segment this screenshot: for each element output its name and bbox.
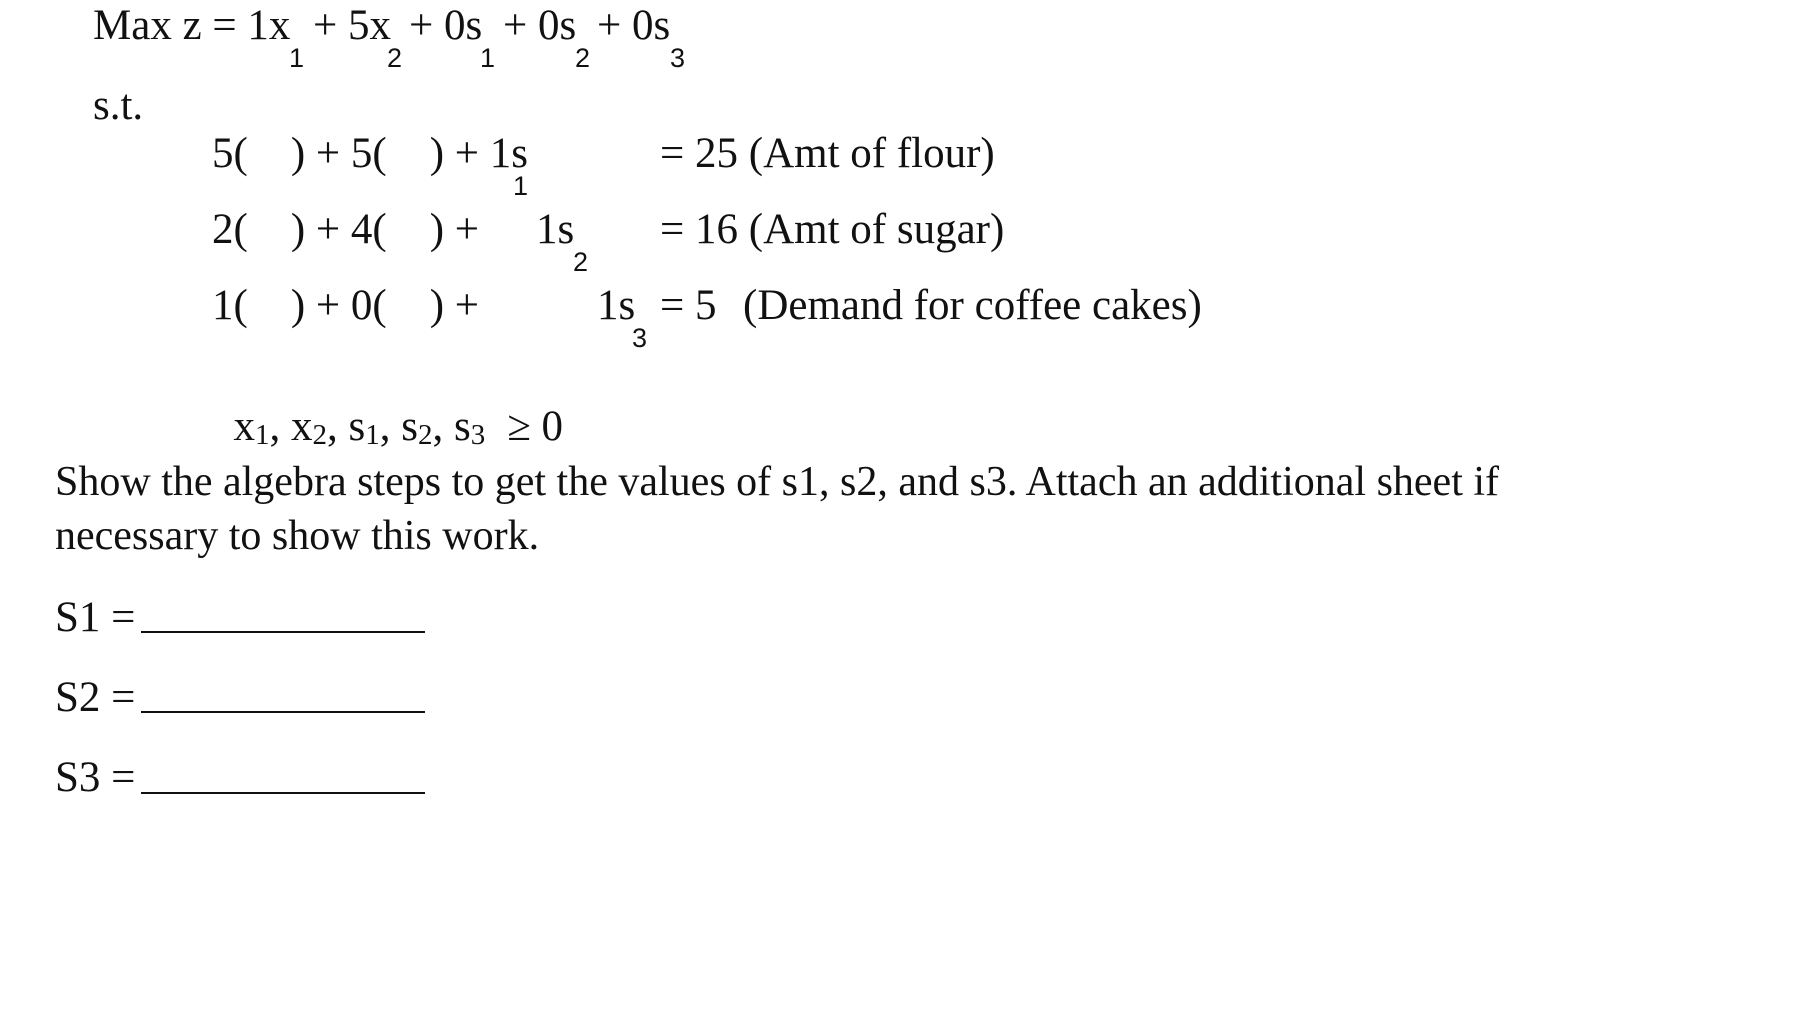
- constraint-sugar-lhs: 2( ) + 4( ) +: [212, 206, 480, 253]
- nonneg-var-subscript: 1: [365, 419, 380, 451]
- nonneg-var-subscript: 2: [312, 419, 327, 451]
- nonneg-var-s1: s: [348, 403, 366, 450]
- answer-s3-label: S3 =: [55, 754, 136, 801]
- constraint-sugar-slack-subscript: 2: [573, 247, 589, 277]
- objective-start: Max z = 1x: [93, 2, 291, 49]
- constraint-demand-slack-subscript: 3: [632, 323, 648, 353]
- constraint-flour-rhs: = 25 (Amt of flour): [660, 130, 995, 177]
- constraint-demand-label: (Demand for coffee cakes): [743, 282, 1202, 329]
- constraint-flour-slack-subscript: 1: [513, 171, 529, 201]
- nonneg-var-s3: s: [453, 403, 471, 450]
- nonneg-separator: ,: [327, 403, 349, 450]
- nonneg-separator: ,: [432, 403, 454, 450]
- answer-s1-blank[interactable]: [141, 631, 425, 633]
- nonneg-separator: ,: [269, 403, 291, 450]
- constraint-demand-rhs: = 5: [660, 282, 717, 329]
- constraint-sugar-rhs: = 16 (Amt of sugar): [660, 206, 1005, 253]
- nonneg-var-subscript: 3: [470, 419, 486, 451]
- objective-term-x2: + 5x: [313, 2, 392, 49]
- answer-s1-label: S1 =: [55, 594, 136, 641]
- nonnegativity-constraint: [212, 362, 564, 451]
- constraint-demand-slack: 1s: [597, 282, 636, 329]
- subject-to-label: s.t.: [93, 82, 144, 129]
- nonnegativity-variables: [234, 403, 486, 450]
- answer-s2-label: S2 =: [55, 674, 136, 721]
- objective-term-s3: + 0s: [597, 2, 671, 49]
- nonneg-var-subscript: 1: [255, 419, 270, 451]
- answer-s2-blank[interactable]: [141, 711, 425, 713]
- subscript-s2: 2: [575, 43, 591, 73]
- objective-term-s2: + 0s: [503, 2, 577, 49]
- instructions-text: Show the algebra steps to get the values of s1, s2, and s3. Attach an additional sheet if necessary to show this work.: [55, 459, 1500, 559]
- nonneg-var-x2: x: [291, 403, 313, 450]
- constraint-flour-lhs: 5( ) + 5( ) + 1s: [212, 130, 529, 177]
- subscript-x2: 2: [387, 43, 403, 73]
- nonneg-var-s2: s: [401, 403, 418, 450]
- subscript-x1: 1: [289, 43, 305, 73]
- constraint-sugar-slack: 1s: [536, 206, 575, 253]
- nonnegativity-relation: ≥ 0: [507, 403, 564, 450]
- objective-term-s1: + 0s: [409, 2, 483, 49]
- nonneg-var-subscript: 2: [417, 419, 433, 451]
- subscript-s3: 3: [670, 43, 686, 73]
- constraint-demand-lhs: 1( ) + 0( ) +: [212, 282, 480, 329]
- nonneg-separator: ,: [379, 403, 402, 450]
- answer-s3-blank[interactable]: [141, 792, 425, 794]
- nonneg-var-x1: x: [233, 403, 255, 450]
- subscript-s1: 1: [480, 43, 496, 73]
